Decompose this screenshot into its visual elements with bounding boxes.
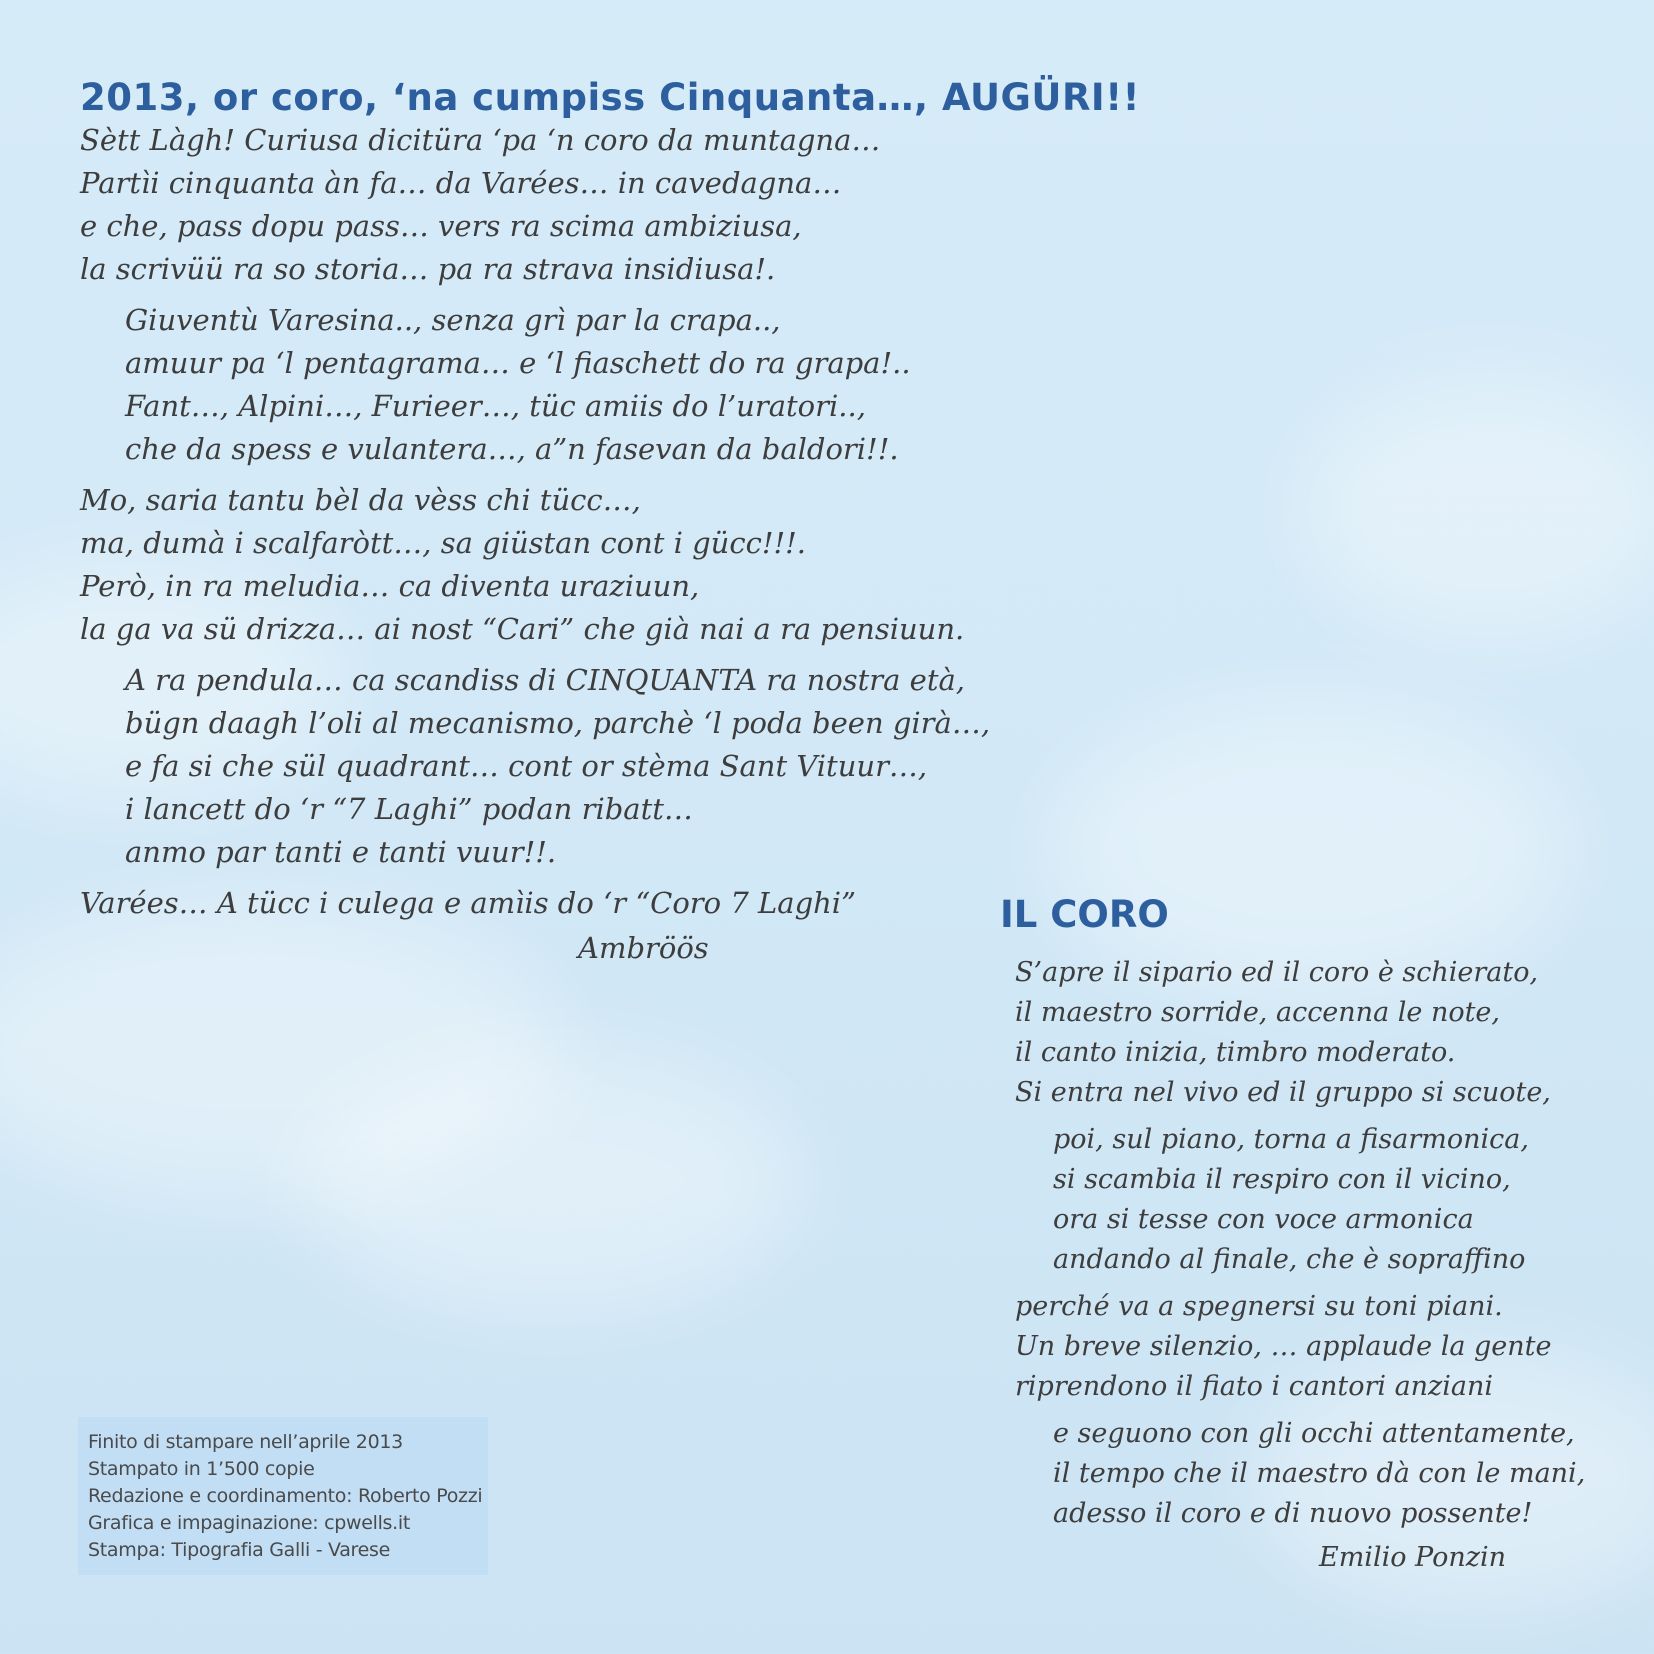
- poem1-line: bügn daagh l’oli al mecanismo, parchè ‘l poda been girà…,: [125, 706, 991, 740]
- poem1-line: Fant…, Alpini…, Furieer…, tüc amiis do l’uratori..,: [125, 389, 866, 423]
- poem1-body: [80, 119, 990, 970]
- colophon-line: Stampa: Tipografia Galli - Varese: [88, 1539, 391, 1561]
- poem1-line: Giuventù Varesina.., senza grì par la crapa..,: [125, 303, 781, 337]
- poem2-line: il canto inizia, timbro moderato.: [1015, 1037, 1456, 1068]
- poem1-title: 2013, or coro, ‘na cumpiss Cinquanta…, AUGÜRI!!: [80, 76, 1140, 119]
- poem2-line: il tempo che il maestro dà con le mani,: [1053, 1458, 1586, 1489]
- poem2-line: andando al finale, che è sopraffino: [1053, 1244, 1526, 1275]
- poem2-line: S’apre il sipario ed il coro è schierato,: [1015, 957, 1539, 988]
- poem1-signature: Ambröös: [578, 931, 709, 965]
- poem2-line: ora si tesse con voce armonica: [1053, 1204, 1474, 1235]
- poem1-line: Varées… A tücc i culega e amìis do ‘r “Coro 7 Laghi”: [80, 886, 856, 920]
- poem2-line: e seguono con gli occhi attentamente,: [1053, 1418, 1575, 1449]
- poem2-line: poi, sul piano, torna a fisarmonica,: [1053, 1124, 1529, 1155]
- poem2-line: Si entra nel vivo ed il gruppo si scuote,: [1015, 1077, 1551, 1108]
- poem1-line: e fa si che sül quadrant… cont or stèma Sant Vituur…,: [125, 749, 928, 783]
- poem1-line: Mo, saria tantu bèl da vèss chi tücc…,: [80, 483, 641, 517]
- poem1-line: e che, pass dopu pass… vers ra scima ambiziusa,: [80, 209, 802, 243]
- colophon-line: Redazione e coordinamento: Roberto Pozzi: [88, 1485, 483, 1507]
- cloud-decoration: [300, 1050, 800, 1310]
- poem2-signature: Emilio Ponzin: [1319, 1542, 1507, 1573]
- poem1-line: i lancett do ‘r “7 Laghi” podan ribatt…: [125, 792, 693, 826]
- poem1-stanza: [80, 479, 990, 651]
- poem2-line: perché va a spegnersi su toni piani.: [1015, 1291, 1503, 1322]
- poem1-line: ma, dumà i scalfaròtt…, sa giüstan cont i gücc!!!.: [80, 526, 807, 560]
- poem1-line: che da spess e vulantera…, a”n fasevan da baldori!!.: [125, 432, 899, 466]
- poem1-line: anmo par tanti e tanti vuur!!.: [125, 835, 557, 869]
- poem1-stanza: [80, 299, 990, 471]
- colophon-line: Stampato in 1’500 copie: [88, 1458, 315, 1480]
- poem2-line: adesso il coro e di nuovo possente!: [1053, 1498, 1533, 1529]
- poem2-line: riprendono il fiato i cantori anziani: [1015, 1371, 1494, 1402]
- poem2-stanza: [1015, 1287, 1585, 1407]
- poem2-line: il maestro sorride, accenna le note,: [1015, 997, 1500, 1028]
- poem1-line: la scrivüü ra so storia… pa ra strava insidiusa!.: [80, 252, 776, 286]
- poem1-line: A ra pendula… ca scandiss di CINQUANTA ra nostra età,: [125, 663, 965, 697]
- cloud-decoration: [1300, 380, 1654, 640]
- poem1-line: Sètt Làgh! Curiusa dicitüra ‘pa ‘n coro da muntagna…: [80, 123, 881, 157]
- poem2-stanza: [1015, 1120, 1585, 1280]
- poem1-stanza: [80, 119, 990, 291]
- poem1-line: la ga va sü drizza… ai nost “Cari” che già nai a ra pensiuun.: [80, 612, 965, 646]
- colophon-line: Grafica e impaginazione: cpwells.it: [88, 1512, 411, 1534]
- poem1-stanza: [80, 882, 990, 925]
- colophon-box: [78, 1417, 488, 1575]
- poem1-stanza: [80, 659, 990, 874]
- poem2-stanza: [1015, 1414, 1585, 1534]
- colophon-line: Finito di stampare nell’aprile 2013: [88, 1431, 403, 1453]
- poem1-line: Partìi cinquanta àn fa… da Varées… in cavedagna…: [80, 166, 842, 200]
- poem2-title: IL CORO: [1000, 893, 1169, 936]
- poem2-stanza: [1015, 953, 1585, 1113]
- poem2-line: Un breve silenzio, … applaude la gente: [1015, 1331, 1552, 1362]
- poem2-body: [1015, 953, 1585, 1578]
- poem1-line: amuur pa ‘l pentagrama… e ‘l fiaschett do ra grapa!..: [125, 346, 911, 380]
- poem2-line: si scambia il respiro con il vicino,: [1053, 1164, 1511, 1195]
- poem1-line: Però, in ra meludia… ca diventa uraziuun,: [80, 569, 700, 603]
